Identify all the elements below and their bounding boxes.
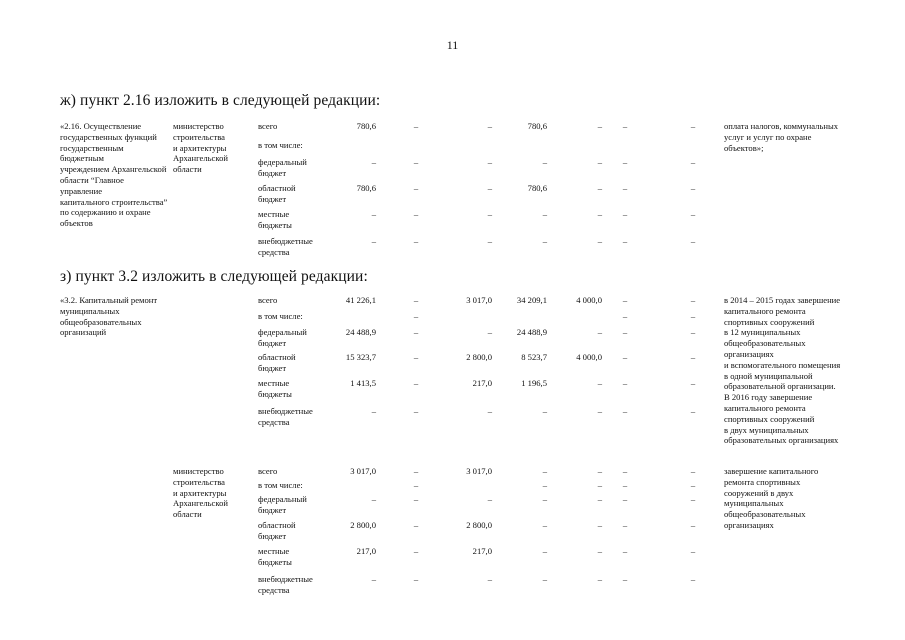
row-label: в том числе: bbox=[258, 311, 303, 321]
row-label: местные бюджеты bbox=[258, 546, 292, 567]
value-cell: – bbox=[690, 327, 696, 337]
value-cell: 780,6 bbox=[356, 183, 376, 193]
value-cell: – bbox=[542, 480, 547, 490]
value-cell: – bbox=[622, 121, 628, 131]
value-cell: – bbox=[690, 546, 696, 556]
value-cell: – bbox=[622, 209, 628, 219]
value-cell: – bbox=[542, 574, 547, 584]
value-cell: – bbox=[597, 378, 602, 388]
value-cell: – bbox=[622, 183, 628, 193]
row-label: федеральный бюджет bbox=[258, 494, 307, 515]
value-cell: – bbox=[597, 157, 602, 167]
value-cell: 1 196,5 bbox=[521, 378, 547, 388]
value-cell: – bbox=[413, 378, 419, 388]
value-cell: 780,6 bbox=[527, 121, 547, 131]
value-cell: 780,6 bbox=[356, 121, 376, 131]
value-cell: – bbox=[622, 378, 628, 388]
value-cell: – bbox=[413, 209, 419, 219]
row-label: областной бюджет bbox=[258, 520, 296, 541]
value-cell: – bbox=[622, 352, 628, 362]
value-cell: – bbox=[622, 406, 628, 416]
value-cell: – bbox=[413, 494, 419, 504]
value-cell: – bbox=[542, 520, 547, 530]
value-cell: – bbox=[690, 236, 696, 246]
value-cell: – bbox=[690, 157, 696, 167]
value-cell: – bbox=[622, 236, 628, 246]
value-cell: – bbox=[487, 121, 492, 131]
value-cell: – bbox=[487, 183, 492, 193]
value-cell: – bbox=[690, 209, 696, 219]
value-cell: – bbox=[487, 574, 492, 584]
row-label: всего bbox=[258, 466, 278, 476]
value-cell: – bbox=[413, 121, 419, 131]
activity-name: «2.16. Осуществление государственных функций государственным бюджетным учреждением Архангельской области “Главное управление капитального строительства” по содержанию и охране объектов bbox=[60, 121, 168, 229]
value-cell: – bbox=[597, 183, 602, 193]
value-cell: – bbox=[690, 406, 696, 416]
section-heading-zh: ж) пункт 2.16 изложить в следующей редакции: bbox=[60, 92, 381, 109]
value-cell: – bbox=[622, 327, 628, 337]
value-cell: – bbox=[371, 574, 376, 584]
value-cell: – bbox=[622, 520, 628, 530]
value-cell: – bbox=[487, 157, 492, 167]
value-cell: – bbox=[690, 311, 696, 321]
value-cell: – bbox=[413, 295, 419, 305]
value-cell: – bbox=[597, 466, 602, 476]
row-label: внебюджетные средства bbox=[258, 406, 313, 427]
section-heading-z: з) пункт 3.2 изложить в следующей редакции: bbox=[60, 268, 368, 285]
value-cell: 217,0 bbox=[472, 378, 492, 388]
value-cell: – bbox=[413, 546, 419, 556]
row-label: всего bbox=[258, 295, 278, 305]
value-cell: – bbox=[542, 236, 547, 246]
value-cell: – bbox=[413, 157, 419, 167]
value-cell: 2 800,0 bbox=[350, 520, 376, 530]
row-label: внебюджетные средства bbox=[258, 574, 313, 595]
value-cell: 217,0 bbox=[472, 546, 492, 556]
value-cell: – bbox=[597, 121, 602, 131]
value-cell: – bbox=[597, 406, 602, 416]
value-cell: – bbox=[542, 209, 547, 219]
executor: министерство строительства и архитектуры Архангельской области bbox=[173, 466, 228, 520]
row-label: местные бюджеты bbox=[258, 209, 292, 230]
value-cell: 1 413,5 bbox=[350, 378, 376, 388]
value-cell: – bbox=[542, 494, 547, 504]
value-cell: – bbox=[413, 236, 419, 246]
value-cell: – bbox=[690, 183, 696, 193]
value-cell: 24 488,9 bbox=[516, 327, 547, 337]
value-cell: – bbox=[413, 574, 419, 584]
value-cell: – bbox=[487, 236, 492, 246]
value-cell: – bbox=[597, 236, 602, 246]
value-cell: – bbox=[371, 209, 376, 219]
value-cell: – bbox=[690, 574, 696, 584]
value-cell: – bbox=[413, 480, 419, 490]
value-cell: 41 226,1 bbox=[345, 295, 376, 305]
row-label: всего bbox=[258, 121, 278, 131]
value-cell: – bbox=[371, 236, 376, 246]
value-cell: – bbox=[622, 466, 628, 476]
value-cell: – bbox=[690, 494, 696, 504]
value-cell: 34 209,1 bbox=[516, 295, 547, 305]
value-cell: – bbox=[690, 466, 696, 476]
value-cell: 3 017,0 bbox=[466, 295, 492, 305]
value-cell: 2 800,0 bbox=[466, 352, 492, 362]
expected-result: в 2014 – 2015 годах завершение капитального ремонта спортивных сооружений в 12 муниципальных общеобразовательных организациях и вспомогательного помещения в одной муниципальной образовательной организации. В 2016 году завершение капитального ремонта спортивных сооружений в двух муниципальных образовательных организациях bbox=[724, 295, 841, 446]
expected-result: оплата налогов, коммунальных услуг и услуг по охране объектов»; bbox=[724, 121, 839, 153]
expected-result: завершение капитального ремонта спортивных сооружений в двух муниципальных общеобразовательных организациях bbox=[724, 466, 819, 530]
value-cell: 217,0 bbox=[356, 546, 376, 556]
value-cell: – bbox=[622, 546, 628, 556]
value-cell: – bbox=[542, 546, 547, 556]
row-label: федеральный бюджет bbox=[258, 157, 307, 178]
row-label: федеральный бюджет bbox=[258, 327, 307, 348]
value-cell: – bbox=[690, 480, 696, 490]
value-cell: – bbox=[413, 520, 419, 530]
row-label: внебюджетные средства bbox=[258, 236, 313, 257]
value-cell: – bbox=[487, 494, 492, 504]
value-cell: – bbox=[542, 466, 547, 476]
value-cell: – bbox=[622, 157, 628, 167]
value-cell: – bbox=[690, 121, 696, 131]
value-cell: – bbox=[413, 183, 419, 193]
value-cell: 780,6 bbox=[527, 183, 547, 193]
row-label: областной бюджет bbox=[258, 352, 296, 373]
value-cell: 15 323,7 bbox=[345, 352, 376, 362]
value-cell: – bbox=[690, 520, 696, 530]
page-number: 11 bbox=[446, 38, 459, 52]
value-cell: – bbox=[597, 494, 602, 504]
value-cell: – bbox=[597, 327, 602, 337]
value-cell: – bbox=[597, 209, 602, 219]
value-cell: 3 017,0 bbox=[466, 466, 492, 476]
value-cell: 4 000,0 bbox=[576, 295, 602, 305]
value-cell: – bbox=[371, 406, 376, 416]
value-cell: – bbox=[690, 352, 696, 362]
value-cell: 4 000,0 bbox=[576, 352, 602, 362]
value-cell: – bbox=[371, 494, 376, 504]
value-cell: – bbox=[487, 209, 492, 219]
row-label: в том числе: bbox=[258, 140, 303, 150]
value-cell: – bbox=[622, 311, 628, 321]
value-cell: – bbox=[597, 546, 602, 556]
value-cell: 3 017,0 bbox=[350, 466, 376, 476]
activity-name: «3.2. Капитальный ремонт муниципальных общеобразовательных организаций bbox=[60, 295, 158, 338]
value-cell: – bbox=[542, 157, 547, 167]
value-cell: – bbox=[413, 406, 419, 416]
value-cell: 24 488,9 bbox=[345, 327, 376, 337]
executor: министерство строительства и архитектуры Архангельской области bbox=[173, 121, 228, 175]
value-cell: – bbox=[597, 574, 602, 584]
value-cell: – bbox=[690, 378, 696, 388]
value-cell: – bbox=[622, 480, 628, 490]
value-cell: 2 800,0 bbox=[466, 520, 492, 530]
value-cell: – bbox=[597, 520, 602, 530]
value-cell: – bbox=[371, 157, 376, 167]
row-label: областной бюджет bbox=[258, 183, 296, 204]
value-cell: – bbox=[413, 352, 419, 362]
value-cell: – bbox=[413, 327, 419, 337]
value-cell: – bbox=[413, 311, 419, 321]
value-cell: – bbox=[597, 480, 602, 490]
value-cell: – bbox=[622, 494, 628, 504]
value-cell: – bbox=[487, 327, 492, 337]
row-label: в том числе: bbox=[258, 480, 303, 490]
value-cell: – bbox=[542, 406, 547, 416]
value-cell: – bbox=[690, 295, 696, 305]
value-cell: – bbox=[622, 295, 628, 305]
value-cell: – bbox=[622, 574, 628, 584]
value-cell: – bbox=[487, 406, 492, 416]
row-label: местные бюджеты bbox=[258, 378, 292, 399]
value-cell: 8 523,7 bbox=[521, 352, 547, 362]
value-cell: – bbox=[413, 466, 419, 476]
